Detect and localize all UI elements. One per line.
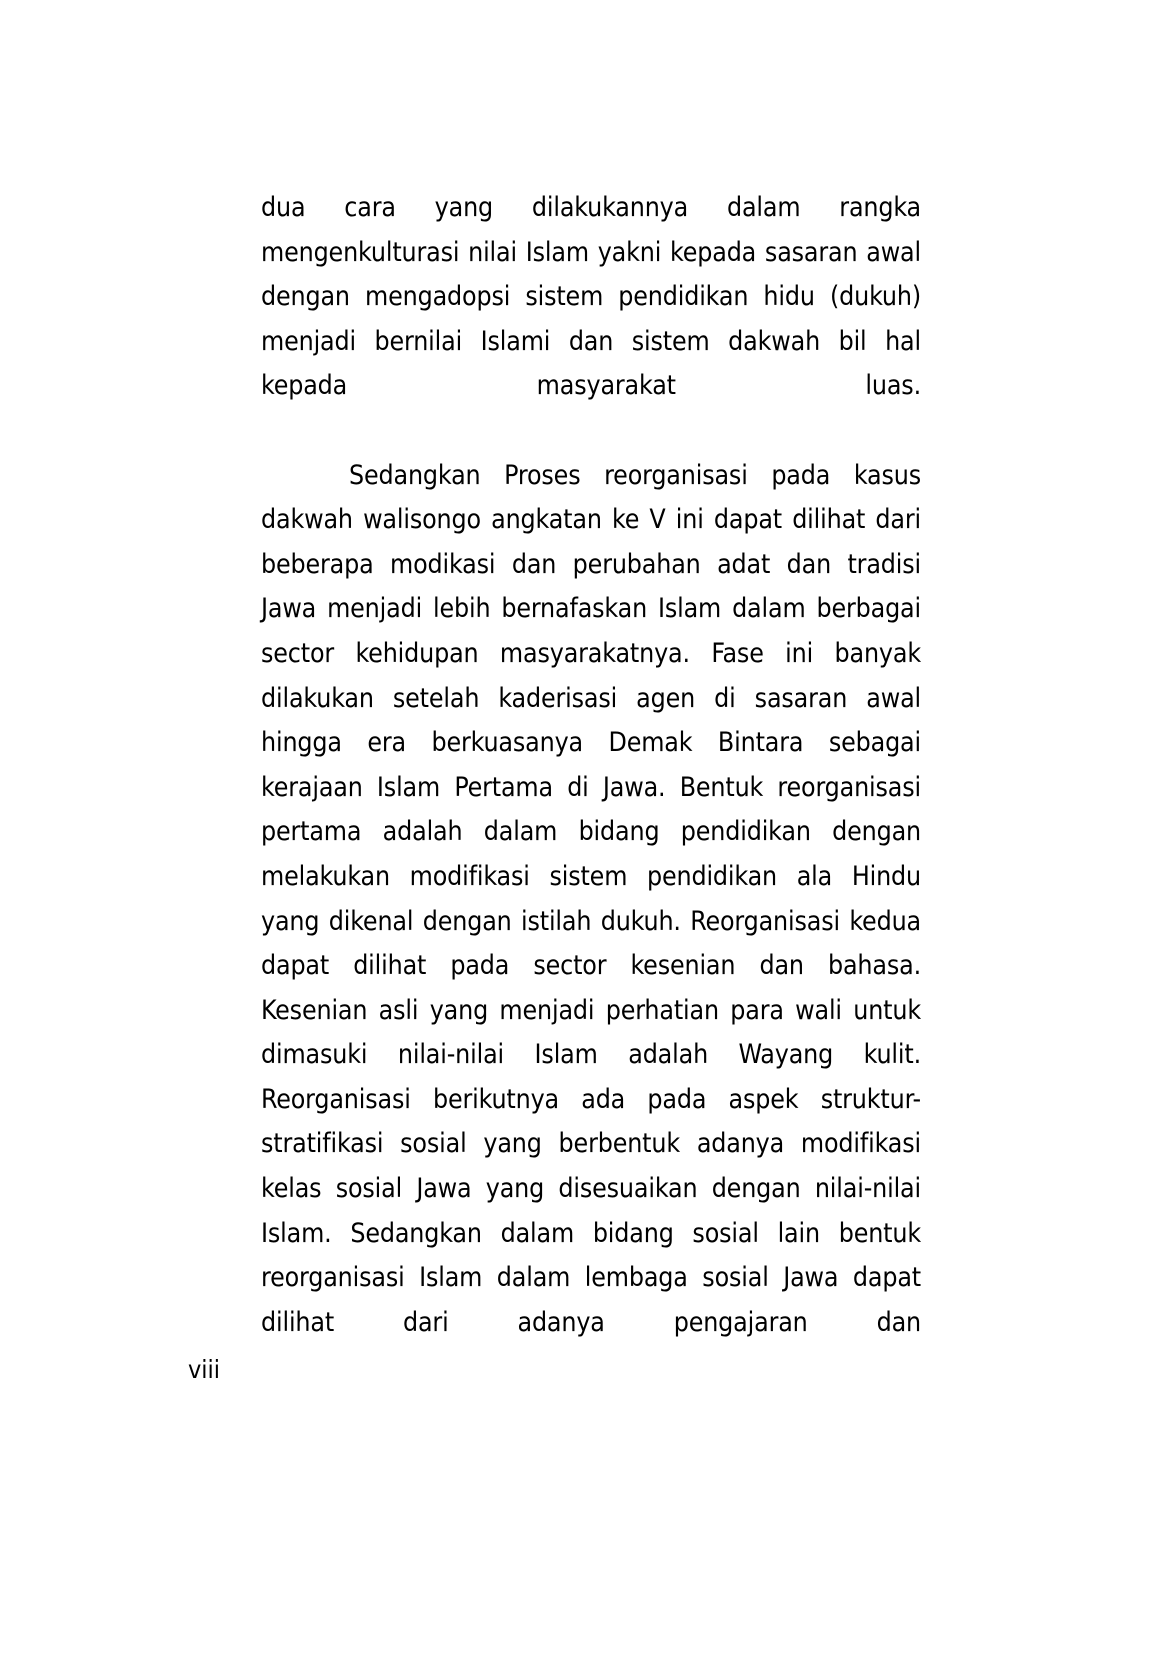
page-number: viii [188,1355,221,1384]
page-body-text [261,186,921,1390]
paragraph-1: dua cara yang dilakukannya dalam rangka mengenkulturasi nilai Islam yakni kepada sasaran awal dengan mengadopsi sistem pendidikan hidu (dukuh) menjadi bernilai Islami dan sistem dakwah bil hal kepada masyarakat luas. [261,192,921,402]
paragraph-2: Sedangkan Proses reorganisasi pada kasus dakwah walisongo angkatan ke V ini dapat dilihat dari beberapa modikasi dan perubahan adat dan tradisi Jawa menjadi lebih bernafaskan Islam dalam berbagai sector kehidupan masyarakatnya. Fase ini banyak dilakukan setelah kaderisasi agen di sasaran awal hingga era berkuasanya Demak Bintara sebagai kerajaan Islam Pertama di Jawa. Bentuk reorganisasi pertama adalah dalam bidang pendidikan dengan melakukan modifikasi sistem pendidikan ala Hindu yang dikenal dengan istilah dukuh. Reorganisasi kedua dapat dilihat pada sector kesenian dan bahasa. Kesenian asli yang menjadi perhatian para wali untuk dimasuki nilai-nilai Islam adalah Wayang kulit. Reorganisasi berikutnya ada pada aspek struktur-stratifikasi sosial yang berbentuk adanya modifikasi kelas sosial Jawa yang disesuaikan dengan nilai-nilai Islam. Sedangkan dalam bidang sosial lain bentuk reorganisasi Islam dalam lembaga sosial Jawa dapat dilihat dari adanya pengajaran dan [261,459,921,1338]
